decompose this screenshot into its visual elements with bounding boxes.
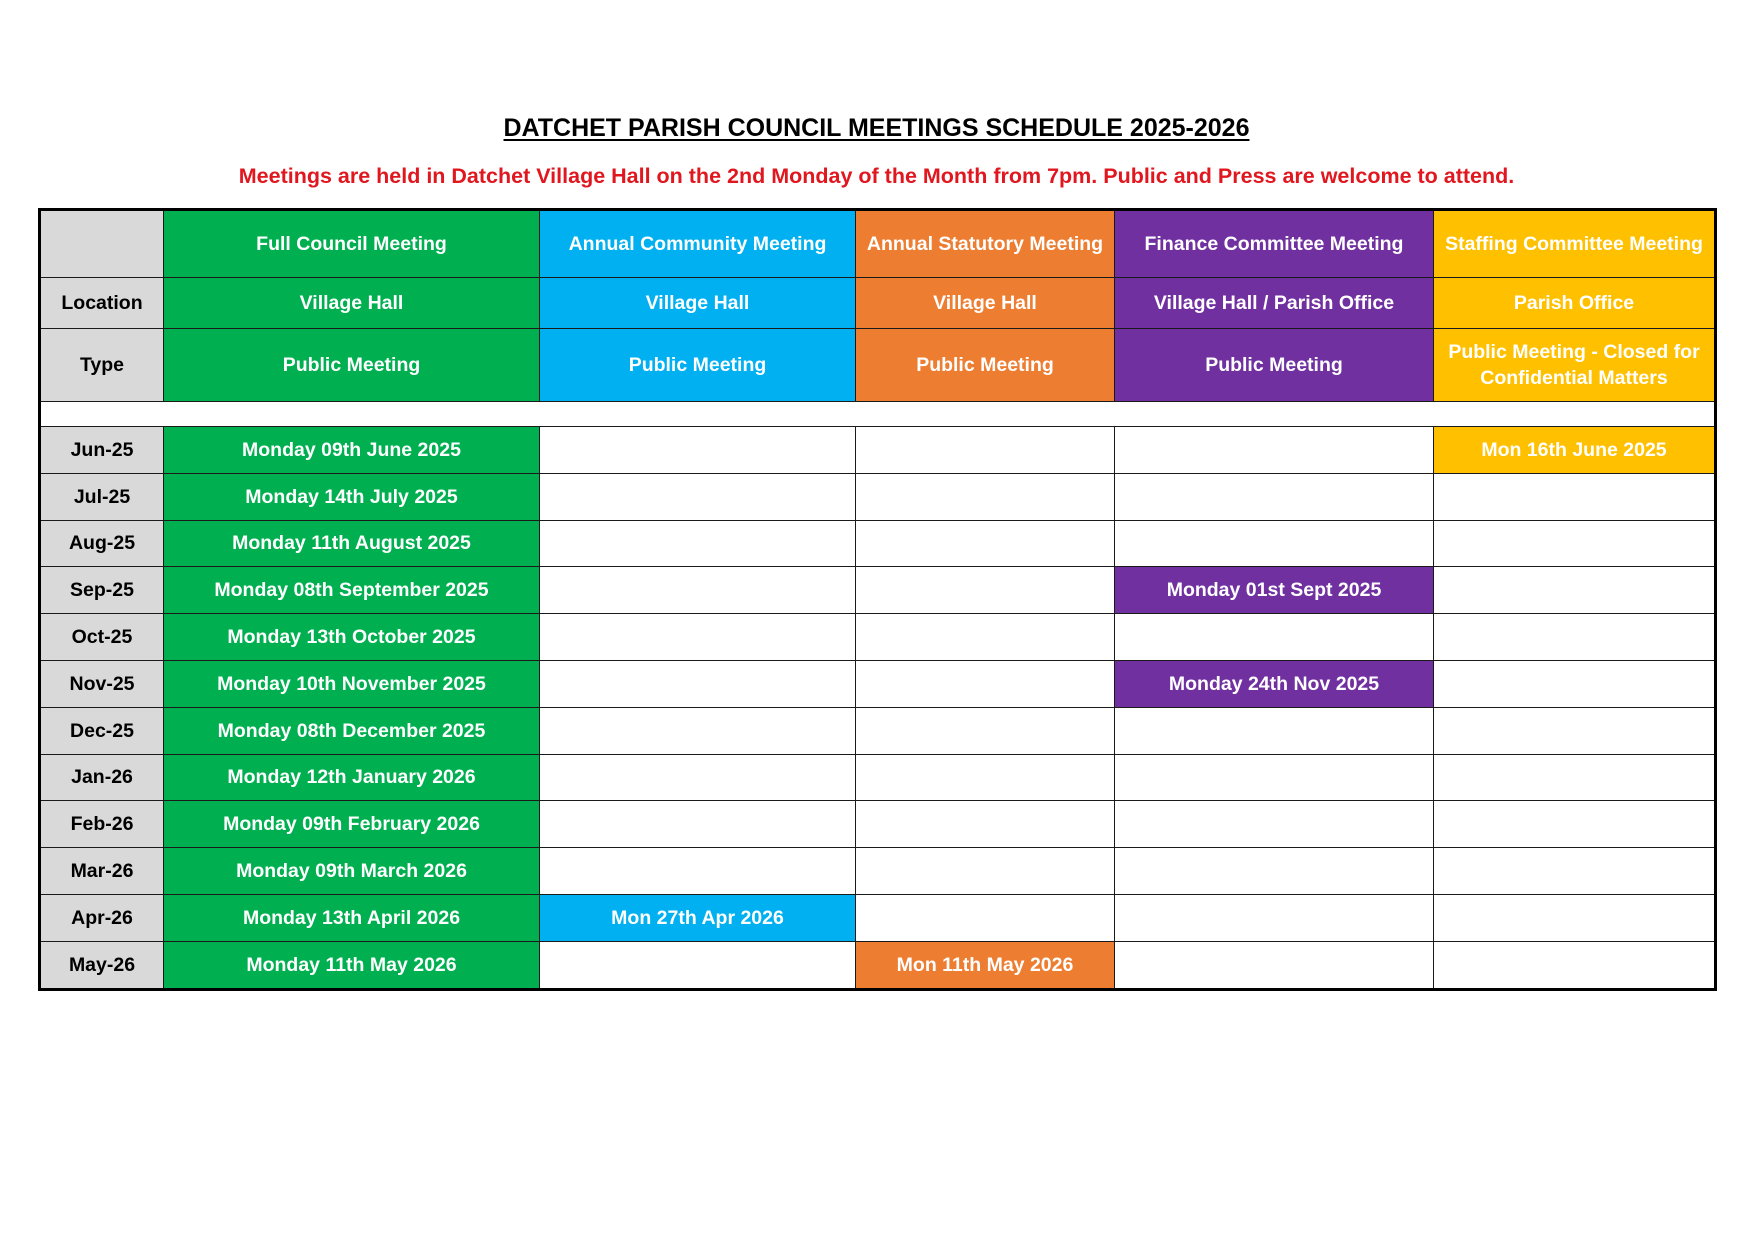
meeting-date-full-council: Monday 09th February 2026 (164, 801, 540, 848)
month-label: Dec-25 (40, 707, 164, 754)
empty-cell (1115, 614, 1434, 661)
empty-cell (856, 754, 1115, 801)
empty-cell (856, 614, 1115, 661)
empty-cell (1434, 754, 1716, 801)
column-header-full-council: Full Council Meeting (164, 210, 540, 278)
spacer-cell (40, 402, 1716, 427)
empty-cell (856, 707, 1115, 754)
empty-cell (540, 941, 856, 989)
empty-cell (1434, 707, 1716, 754)
empty-cell (1115, 473, 1434, 520)
meeting-date-full-council: Monday 08th September 2025 (164, 567, 540, 614)
location-finance-committee: Village Hall / Parish Office (1115, 278, 1434, 329)
type-finance-committee: Public Meeting (1115, 329, 1434, 402)
empty-cell (1434, 520, 1716, 567)
corner-cell (40, 210, 164, 278)
empty-cell (1115, 848, 1434, 895)
table-row (40, 520, 1716, 567)
type-annual-statutory: Public Meeting (856, 329, 1115, 402)
empty-cell (1434, 801, 1716, 848)
empty-cell (540, 567, 856, 614)
month-label: Jul-25 (40, 473, 164, 520)
empty-cell (540, 707, 856, 754)
empty-cell (1115, 427, 1434, 474)
month-label: May-26 (40, 941, 164, 989)
month-label: Feb-26 (40, 801, 164, 848)
table-row (40, 941, 1716, 989)
type-row-label: Type (40, 329, 164, 402)
empty-cell (856, 801, 1115, 848)
empty-cell (1434, 894, 1716, 941)
empty-cell (1115, 894, 1434, 941)
empty-cell (1115, 707, 1434, 754)
column-header-annual-community: Annual Community Meeting (540, 210, 856, 278)
month-label: Nov-25 (40, 660, 164, 707)
month-label: Aug-25 (40, 520, 164, 567)
meeting-date-full-council: Monday 11th May 2026 (164, 941, 540, 989)
location-staffing-committee: Parish Office (1434, 278, 1716, 329)
meeting-date-full-council: Monday 11th August 2025 (164, 520, 540, 567)
empty-cell (1434, 941, 1716, 989)
location-row (40, 278, 1716, 329)
month-label: Sep-25 (40, 567, 164, 614)
meeting-date-full-council: Monday 14th July 2025 (164, 473, 540, 520)
table-row (40, 567, 1716, 614)
table-row (40, 614, 1716, 661)
location-full-council: Village Hall (164, 278, 540, 329)
empty-cell (856, 427, 1115, 474)
empty-cell (856, 473, 1115, 520)
empty-cell (540, 614, 856, 661)
meeting-date-full-council: Monday 10th November 2025 (164, 660, 540, 707)
month-label: Jun-25 (40, 427, 164, 474)
page-title: DATCHET PARISH COUNCIL MEETINGS SCHEDULE 2025-2026 (503, 114, 1250, 142)
empty-cell (1434, 614, 1716, 661)
empty-cell (856, 848, 1115, 895)
month-label: Mar-26 (40, 848, 164, 895)
table-row (40, 473, 1716, 520)
empty-cell (856, 660, 1115, 707)
empty-cell (1434, 473, 1716, 520)
table-row (40, 707, 1716, 754)
empty-cell (1115, 754, 1434, 801)
meeting-date-full-council: Monday 08th December 2025 (164, 707, 540, 754)
type-annual-community: Public Meeting (540, 329, 856, 402)
empty-cell (540, 801, 856, 848)
type-full-council: Public Meeting (164, 329, 540, 402)
header-row (40, 210, 1716, 278)
type-row (40, 329, 1716, 402)
month-label: Apr-26 (40, 894, 164, 941)
empty-cell (540, 473, 856, 520)
meeting-date-full-council: Monday 12th January 2026 (164, 754, 540, 801)
meeting-date-annual-community: Mon 27th Apr 2026 (540, 894, 856, 941)
spacer-row (40, 402, 1716, 427)
empty-cell (540, 660, 856, 707)
empty-cell (1115, 801, 1434, 848)
empty-cell (1115, 520, 1434, 567)
meeting-date-full-council: Monday 09th June 2025 (164, 427, 540, 474)
table-row (40, 660, 1716, 707)
empty-cell (540, 520, 856, 567)
empty-cell (856, 894, 1115, 941)
meeting-date-finance-committee: Monday 24th Nov 2025 (1115, 660, 1434, 707)
empty-cell (1434, 660, 1716, 707)
meetings-schedule-table (38, 208, 1717, 991)
empty-cell (1434, 567, 1716, 614)
empty-cell (1115, 941, 1434, 989)
month-label: Jan-26 (40, 754, 164, 801)
meeting-date-annual-statutory: Mon 11th May 2026 (856, 941, 1115, 989)
column-header-annual-statutory: Annual Statutory Meeting (856, 210, 1115, 278)
location-row-label: Location (40, 278, 164, 329)
empty-cell (540, 848, 856, 895)
column-header-staffing-committee: Staffing Committee Meeting (1434, 210, 1716, 278)
meeting-date-staffing-committee: Mon 16th June 2025 (1434, 427, 1716, 474)
meeting-date-full-council: Monday 13th April 2026 (164, 894, 540, 941)
empty-cell (856, 567, 1115, 614)
table-row (40, 848, 1716, 895)
meeting-date-finance-committee: Monday 01st Sept 2025 (1115, 567, 1434, 614)
column-header-finance-committee: Finance Committee Meeting (1115, 210, 1434, 278)
empty-cell (540, 427, 856, 474)
meeting-date-full-council: Monday 13th October 2025 (164, 614, 540, 661)
location-annual-statutory: Village Hall (856, 278, 1115, 329)
month-label: Oct-25 (40, 614, 164, 661)
table-row (40, 894, 1716, 941)
empty-cell (856, 520, 1115, 567)
location-annual-community: Village Hall (540, 278, 856, 329)
empty-cell (1434, 848, 1716, 895)
empty-cell (540, 754, 856, 801)
type-staffing-committee: Public Meeting - Closed for Confidential Matters (1434, 329, 1716, 402)
meeting-info-notice: Meetings are held in Datchet Village Hall on the 2nd Monday of the Month from 7pm. Public and Press are welcome to attend. (238, 164, 1515, 188)
table-row (40, 801, 1716, 848)
meeting-date-full-council: Monday 09th March 2026 (164, 848, 540, 895)
table-row (40, 427, 1716, 474)
table-row (40, 754, 1716, 801)
